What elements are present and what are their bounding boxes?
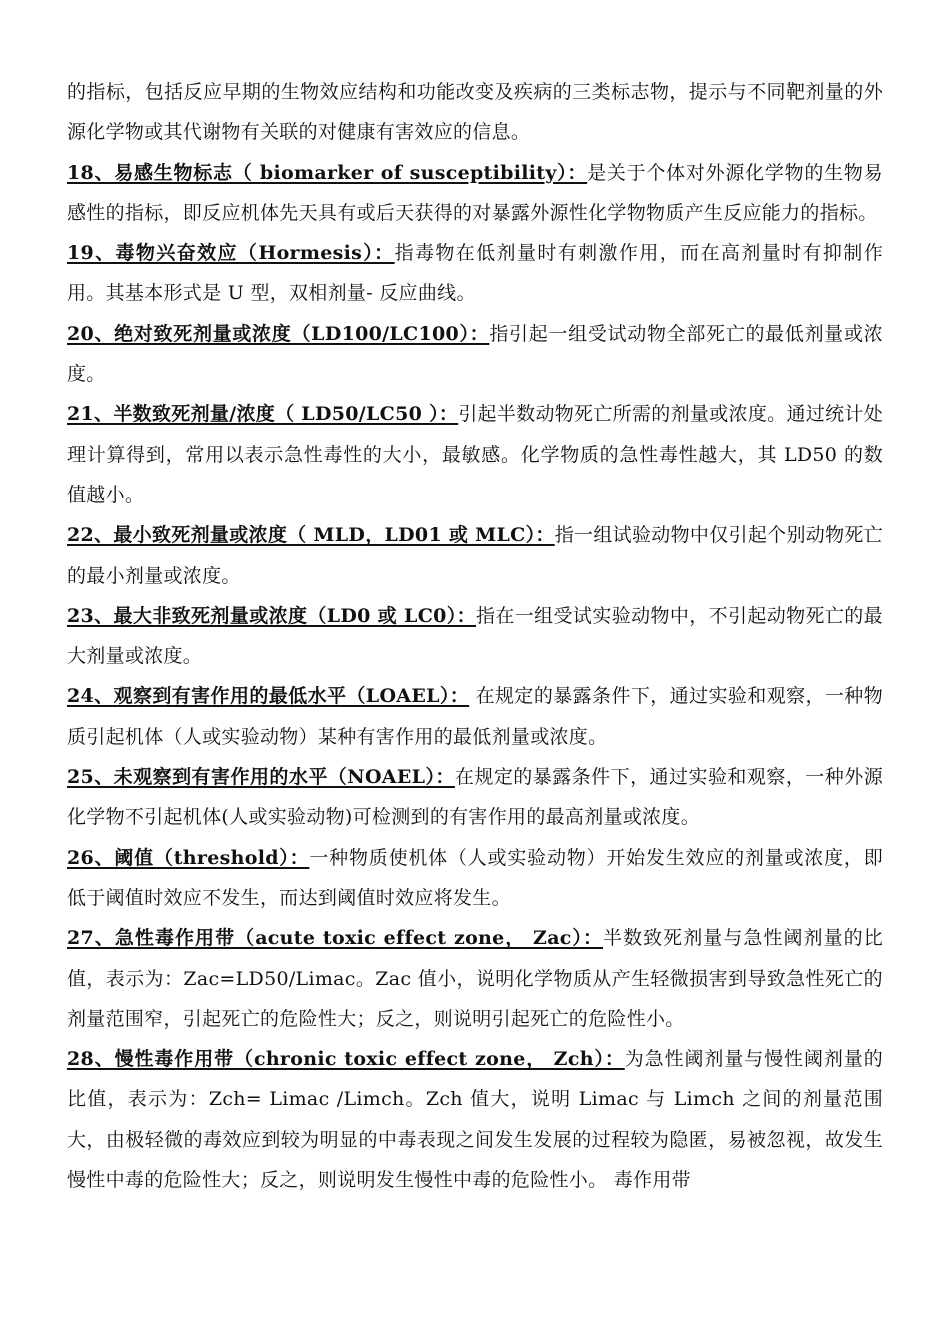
entry-definition: 指在一组受试实验动物中，不引起动物死亡的最大剂量或浓度。 bbox=[67, 604, 883, 668]
entry-23 bbox=[67, 596, 883, 677]
entry-20 bbox=[67, 314, 883, 395]
entry-term: 20、绝对致死剂量或浓度（LD100/LC100）： bbox=[67, 322, 490, 345]
entry-definition: 是关于个体对外源化学物的生物易感性的指标，即反应机体先天具有或后天获得的对暴露外源性化学物物质产生反应能力的指标。 bbox=[67, 161, 883, 224]
entry-25 bbox=[67, 757, 883, 838]
entry-definition: 引起半数动物死亡所需的剂量或浓度。通过统计处理计算得到，常用以表示急性毒性的大小，最敏感。化学物质的急性毒性越大，其 LD50 的数值越小。 bbox=[67, 403, 883, 506]
entry-definition: 一种物质使机体（人或实验动物）开始发生效应的剂量或浓度，即低于阈值时效应不发生，而达到阈值时效应将发生。 bbox=[67, 846, 883, 909]
entry-definition: 为急性阈剂量与慢性阈剂量的比值，表示为：Zch= Limac /Limch。Zch 值大，说明 Limac 与 Limch 之间的剂量范围大，由极轻微的毒效应到较为明显的中毒表现之间发生发展的过程较为隐匿，易被忽视，故发生慢性中毒的危险性大；反之，则说明发生慢性中毒的危险性小。 毒作用带 bbox=[67, 1048, 884, 1192]
entry-definition: 指一组试验动物中仅引起个别动物死亡的最小剂量或浓度。 bbox=[67, 524, 883, 587]
entry-term: 28、慢性毒作用带（chronic toxic effect zone， Zch）： bbox=[67, 1048, 625, 1071]
continuation-paragraph: 的指标，包括反应早期的生物效应结构和功能改变及疾病的三类标志物，提示与不同靶剂量的外源化学物或其代谢物有关联的对健康有害效应的信息。 bbox=[67, 81, 883, 144]
entry-term: 27、急性毒作用带（acute toxic effect zone， Zac）： bbox=[67, 927, 604, 950]
entry-term: 21、半数致死剂量/浓度（ LD50/LC50 ）： bbox=[67, 403, 459, 426]
entry-24 bbox=[67, 676, 883, 757]
entry-definition: 在规定的暴露条件下，通过实验和观察，一种物质引起机体（人或实验动物）某种有害作用的最低剂量或浓度。 bbox=[67, 685, 883, 748]
entry-22 bbox=[67, 515, 883, 596]
entry-term: 19、毒物兴奋效应（Hormesis）： bbox=[67, 242, 395, 265]
entry-term: 18、易感生物标志（ biomarker of susceptibility）： bbox=[67, 161, 588, 184]
entry-term: 26、阈值（threshold）： bbox=[67, 846, 310, 869]
entry-definition: 半数致死剂量与急性阈剂量的比值，表示为：Zac=LD50/Limac。Zac 值小，说明化学物质从产生轻微损害到导致急性死亡的剂量范围窄，引起死亡的危险性大；反之，则说明引起死亡的危险性小。 bbox=[67, 927, 883, 1030]
entry-21 bbox=[67, 394, 883, 515]
entry-term: 25、未观察到有害作用的水平（NOAEL）： bbox=[67, 766, 455, 789]
document-page bbox=[67, 72, 883, 1200]
entry-definition: 指毒物在低剂量时有刺激作用，而在高剂量时有抑制作用。其基本形式是 U 型，双相剂量- 反应曲线。 bbox=[67, 242, 884, 305]
entry-definition: 指引起一组受试动物全部死亡的最低剂量或浓度。 bbox=[67, 322, 883, 386]
entry-term: 22、最小致死剂量或浓度（ MLD，LD01 或 MLC）： bbox=[67, 524, 555, 547]
entry-term: 23、最大非致死剂量或浓度（LD0 或 LC0）： bbox=[67, 604, 477, 627]
entry-term: 24、观察到有害作用的最低水平（LOAEL）： bbox=[67, 685, 470, 708]
entry-19 bbox=[67, 233, 883, 314]
entry-26 bbox=[67, 838, 883, 919]
entry-definition: 在规定的暴露条件下，通过实验和观察，一种外源化学物不引起机体(人或实验动物)可检测到的有害作用的最高剂量或浓度。 bbox=[67, 766, 883, 829]
entry-27 bbox=[67, 918, 883, 1039]
entry-28 bbox=[67, 1039, 883, 1200]
entry-18 bbox=[67, 153, 883, 234]
